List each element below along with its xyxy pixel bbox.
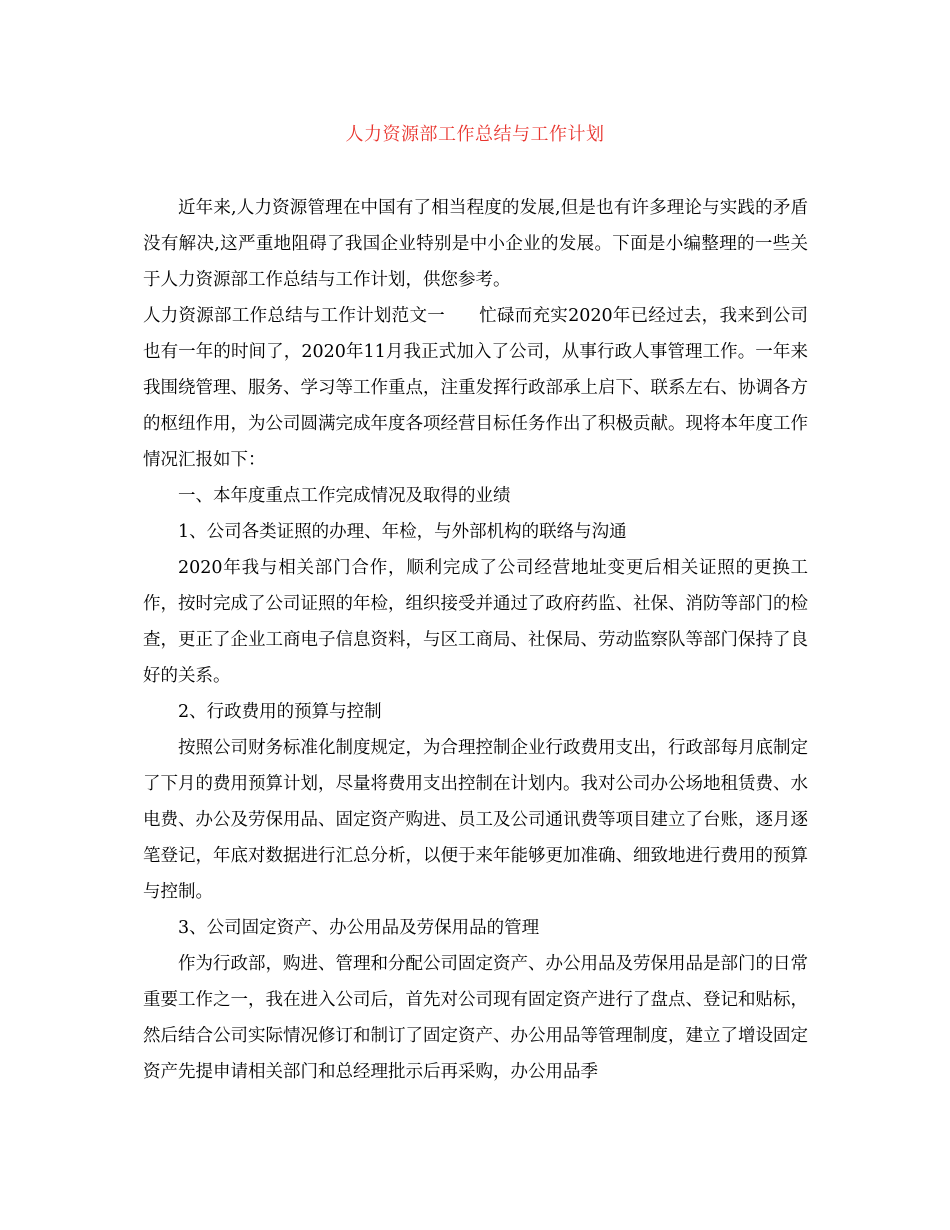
paragraph-assets: 作为行政部，购进、管理和分配公司固定资产、办公用品及劳保用品是部门的日常重要工作之一，我在进入公司后，首先对公司现有固定资产进行了盘点、登记和贴标，然后结合公司实际情况修订和制订了固定资产、办公用品等管理制度，建立了增设固定资产先提申请相关部门和总经理批示后再采购，办公用品季	[143, 954, 808, 1082]
sample-text: 忙碌而充实2020年已经过去，我来到公司也有一年的时间了，2020年11月我正式加入了公司，从事行政人事管理工作。一年来我围绕管理、服务、学习等工作重点，注重发挥行政部承上启下、联系左右、协调各方的枢纽作用，为公司圆满完成年度各项经营目标任务作出了积极贡献。现将本年度工作情况汇报如下：	[143, 306, 808, 470]
paragraph-sample-one	[143, 298, 808, 478]
paragraph-intro: 近年来,人力资源管理在中国有了相当程度的发展,但是也有许多理论与实践的矛盾没有解决,这严重地阻碍了我国企业特别是中小企业的发展。下面是小编整理的一些关于人力资源部工作总结与工作计划，供您参考。	[143, 198, 808, 290]
document-title: 人力资源部工作总结与工作计划	[345, 124, 605, 145]
section-heading-1: 一、本年度重点工作完成情况及取得的业绩	[178, 486, 511, 506]
paragraph-licenses: 2020年我与相关部门合作，顺利完成了公司经营地址变更后相关证照的更换工作，按时完成了公司证照的年检，组织接受并通过了政府药监、社保、消防等部门的检查，更正了企业工商电子信息资料，与区工商局、社保局、劳动监察队等部门保持了良好的关系。	[143, 558, 808, 686]
subsection-heading-3: 3、公司固定资产、办公用品及劳保用品的管理	[178, 918, 540, 938]
subsection-heading-2: 2、行政费用的预算与控制	[178, 702, 382, 722]
subsection-heading-1: 1、公司各类证照的办理、年检，与外部机构的联络与沟通	[178, 522, 627, 542]
document-body	[143, 190, 808, 1090]
paragraph-budget: 按照公司财务标准化制度规定，为合理控制企业行政费用支出，行政部每月底制定了下月的费用预算计划，尽量将费用支出控制在计划内。我对公司办公场地租赁费、水电费、办公及劳保用品、固定资产购进、员工及公司通讯费等项目建立了台账，逐月逐笔登记，年底对数据进行汇总分析，以便于来年能够更加准确、细致地进行费用的预算与控制。	[143, 738, 808, 902]
sample-heading: 人力资源部工作总结与工作计划范文一	[143, 306, 445, 326]
